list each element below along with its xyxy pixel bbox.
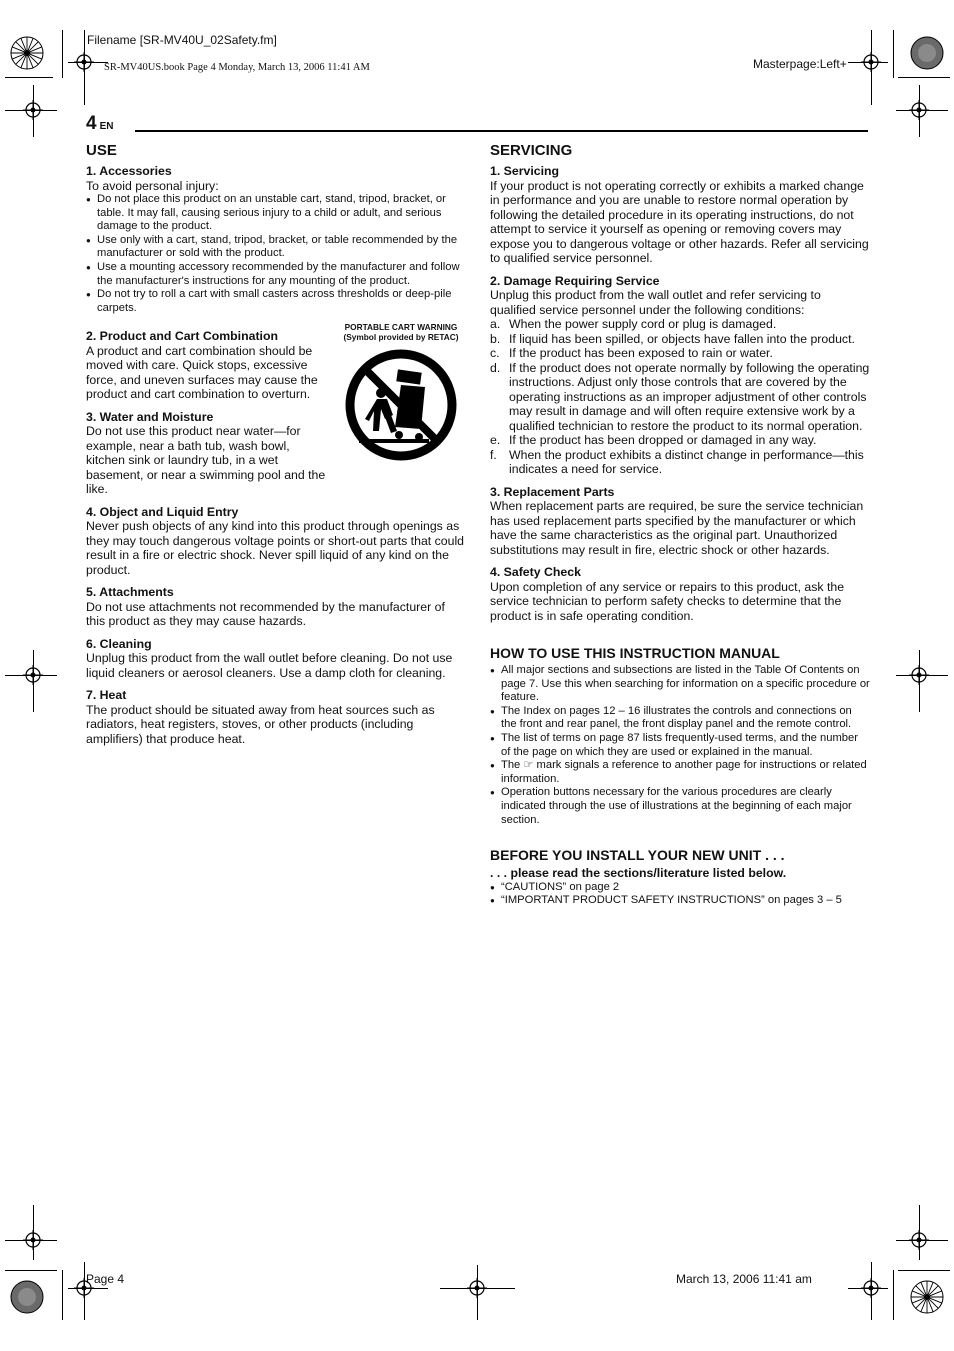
safety-check-section (490, 565, 870, 623)
page-lang: EN (99, 121, 114, 132)
replacement-body: When replacement parts are required, be sure the service technician has used replacement parts specified by the manufacturer or which have the same characteristics as the original part. Unauthorized substitutions may result in fire, electric shock or other hazards. (490, 499, 864, 557)
water-body: Do not use this product near water—for example, near a bath tub, wash bowl, kitchen sink or laundry tub, in a wet basement, or near a swimming pool and the like. (86, 424, 326, 497)
attachments-heading: 5. Attachments (86, 585, 174, 600)
cleaning-section (86, 637, 464, 681)
attachments-body: Do not use attachments not recommended by the manufacturer of this product as they may cause hazards. (86, 599, 445, 629)
list-item: f. When the product exhibits a distinct change in performance—this indicates a need for service. (490, 447, 864, 476)
cart-warning-caption-2: (Symbol provided by RETAC) (343, 332, 459, 342)
list-item: ● The list of terms on page 87 lists frequently-used terms, and the number of the page on which they are used or explained in the manual. (490, 732, 870, 759)
servicing-section (490, 164, 870, 266)
replacement-section (490, 485, 870, 558)
cart-tipover-icon (345, 349, 457, 461)
book-info-label: SR-MV40US.book Page 4 Monday, March 13, 2006 11:41 AM (104, 62, 370, 73)
safety-check-body: Upon completion of any service or repairs to this product, ask the service technician to perform safety checks to determine that the product is in safe operating condition. (490, 579, 845, 623)
gray-disc-icon (10, 1280, 44, 1314)
water-section (86, 410, 326, 497)
list-item: d. If the product does not operate normally by following the operating instructions. Adjust only those controls that are covered by the operating instructions as an improper adjustment of other controls may result in damage and will often require extensive work by a qualified technician to restore the product to its normal operation. (490, 360, 870, 433)
damage-list (490, 317, 870, 477)
registration-target-icon (909, 100, 929, 120)
registration-target-icon (909, 1230, 929, 1250)
heat-body: The product should be situated away from heat sources such as radiators, heat registers, stoves, or other products (including amplifiers) that produce heat. (86, 702, 435, 746)
registration-target-icon (861, 1278, 881, 1298)
masterpage-label: Masterpage:Left+ (753, 57, 847, 71)
registration-target-icon (23, 665, 43, 685)
starburst-icon (910, 1280, 944, 1314)
howto-title: HOW TO USE THIS INSTRUCTION MANUAL (490, 645, 780, 661)
object-liquid-heading: 4. Object and Liquid Entry (86, 504, 239, 519)
list-item: ● “IMPORTANT PRODUCT SAFETY INSTRUCTIONS” on pages 3 – 5 (490, 894, 870, 908)
footer-datetime: March 13, 2006 11:41 am (676, 1272, 812, 1286)
before-install-title: BEFORE YOU INSTALL YOUR NEW UNIT . . . (490, 847, 785, 864)
cleaning-body: Unplug this product from the wall outlet before cleaning. Do not use liquid cleaners or aerosol cleaners. Use a damp cloth for cleaning. (86, 651, 453, 680)
accessories-heading: 1. Accessories (86, 164, 172, 178)
object-liquid-body: Never push objects of any kind into this product through openings as they may touch dangerous voltage points or short-out parts that could result in a fire or electric shock. Never spill liquid of any kind on the product. (86, 519, 465, 577)
damage-heading: 2. Damage Requiring Service (490, 273, 660, 288)
accessories-intro: To avoid personal injury: (86, 178, 219, 193)
list-item: ● Do not try to roll a cart with small casters across thresholds or deep-pile carpets. (86, 288, 464, 315)
gray-disc-icon (910, 36, 944, 70)
heat-section (86, 688, 464, 746)
list-item: a. When the power supply cord or plug is damaged. (490, 317, 777, 331)
registration-target-icon (909, 665, 929, 685)
howto-list (490, 664, 870, 827)
list-item: ● “CAUTIONS” on page 2 (490, 881, 870, 895)
object-liquid-section (86, 505, 464, 578)
registration-target-icon (23, 1230, 43, 1250)
servicing-body: If your product is not operating correctly or exhibits a marked change in performance and you are unable to restore normal operation by following the detailed procedure in its operating instructions, do not attempt to service it yourself as opening or removing covers may expose you to dangerous voltage or other hazards. Refer all servicing to qualified service personnel. (490, 178, 869, 265)
before-install-subtitle: . . . please read the sections/literature listed below. (490, 866, 787, 881)
registration-target-icon (74, 52, 94, 72)
heat-heading: 7. Heat (86, 688, 127, 703)
footer-page-label: Page 4 (86, 1272, 125, 1286)
use-title: USE (86, 142, 117, 159)
header-rule (135, 130, 868, 132)
list-item: ● The Index on pages 12 – 16 illustrates the controls and connections on the front and rear panel, the front display panel and the remote control. (490, 705, 870, 732)
list-item: ● The ☞ mark signals a reference to another page for instructions or related information. (490, 759, 870, 786)
registration-target-icon (467, 1278, 487, 1298)
registration-target-icon (23, 100, 43, 120)
before-install-section (490, 847, 870, 908)
damage-intro: Unplug this product from the wall outlet and refer servicing to qualified service personnel under the following conditions: (490, 288, 821, 317)
product-cart-section (86, 329, 326, 402)
list-item: ● Use a mounting accessory recommended by the manufacturer and follow the manufacturer's instructions for any mounting of the product. (86, 261, 464, 288)
portable-cart-warning (336, 322, 466, 461)
use-column (86, 142, 464, 754)
cart-warning-caption-1: PORTABLE CART WARNING (344, 322, 458, 332)
product-cart-heading: 2. Product and Cart Combination (86, 329, 278, 344)
safety-check-heading: 4. Safety Check (490, 565, 581, 579)
product-cart-body: A product and cart combination should be moved with care. Quick stops, excessive force, and uneven surfaces may cause the product and cart combination to overturn. (86, 343, 318, 402)
replacement-heading: 3. Replacement Parts (490, 484, 615, 499)
accessories-section (86, 164, 464, 315)
servicing-column (490, 142, 870, 908)
list-item: ● Use only with a cart, stand, tripod, bracket, or table recommended by the manufacturer or sold with the product. (86, 234, 464, 261)
list-item: ● All major sections and subsections are listed in the Table Of Contents on page 7. Use this when searching for information on a specific procedure or feature. (490, 664, 870, 705)
page-number: 4 EN (86, 113, 114, 134)
water-heading: 3. Water and Moisture (86, 409, 214, 424)
list-item: ● Do not place this product on an unstable cart, stand, tripod, bracket, or table. It may fall, causing serious injury to a child or adult, and serious damage to the product. (86, 193, 464, 234)
cleaning-heading: 6. Cleaning (86, 636, 152, 651)
howto-section (490, 645, 870, 827)
list-item: e. If the product has been dropped or damaged in any way. (490, 433, 817, 447)
list-item: c. If the product has been exposed to rain or water. (490, 346, 773, 360)
servicing-heading: 1. Servicing (490, 164, 560, 178)
list-item: ● Operation buttons necessary for the various procedures are clearly indicated through the use of illustrations at the beginning of each major section. (490, 786, 870, 827)
before-install-list (490, 881, 870, 908)
filename-label: Filename [SR-MV40U_02Safety.fm] (87, 33, 277, 47)
list-item: b. If liquid has been spilled, or objects have fallen into the product. (490, 331, 855, 346)
accessories-list (86, 193, 464, 315)
damage-section (490, 274, 870, 477)
registration-target-icon (861, 52, 881, 72)
starburst-icon (10, 36, 44, 70)
attachments-section (86, 585, 464, 629)
servicing-title: SERVICING (490, 142, 573, 159)
